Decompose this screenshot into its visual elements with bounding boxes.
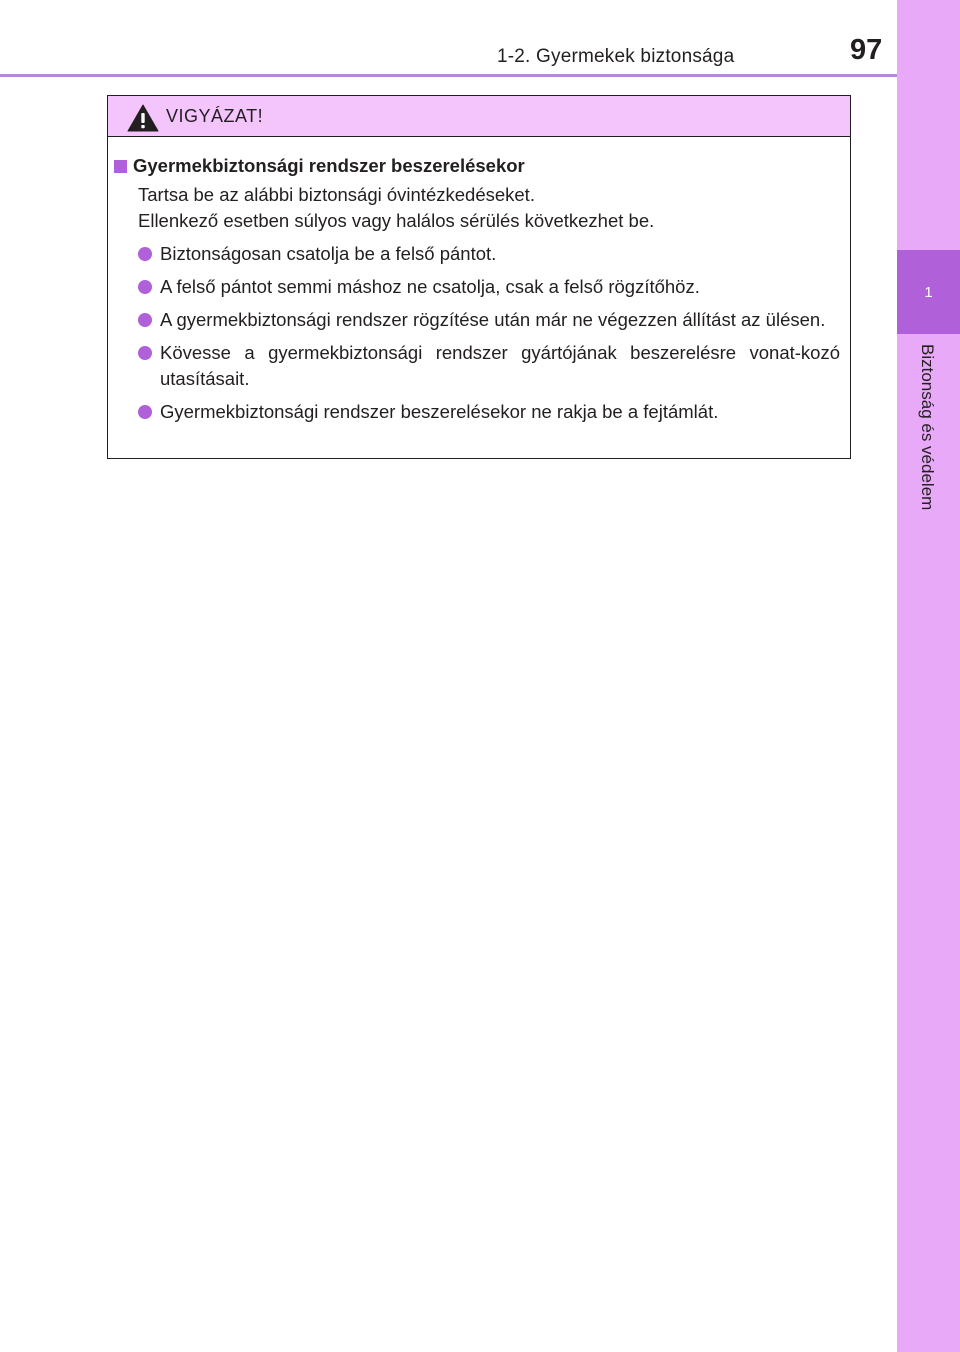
intro-line: Ellenkező esetben súlyos vagy halálos sérülés következhet be. (138, 210, 655, 231)
list-item-text: A felső pántot semmi máshoz ne csatolja, csak a felső rögzítőhöz. (160, 276, 700, 297)
chapter-title: Biztonság és védelem (918, 344, 937, 511)
square-bullet-icon (114, 160, 127, 173)
page-number: 97 (850, 34, 883, 66)
list-item (160, 399, 840, 425)
round-bullet-icon (138, 247, 152, 261)
caution-header (108, 96, 850, 137)
round-bullet-icon (138, 405, 152, 419)
list-item-text: Biztonságosan csatolja be a felső pántot. (160, 243, 497, 264)
caution-body (108, 137, 850, 425)
precaution-list (114, 241, 840, 425)
header-divider (0, 74, 897, 77)
round-bullet-icon (138, 280, 152, 294)
caution-title: VIGYÁZAT! (166, 106, 264, 126)
intro-text (138, 182, 840, 234)
caution-box (107, 95, 851, 459)
subsection-heading-text: Gyermekbiztonsági rendszer beszerelésekor (133, 155, 525, 176)
list-item (160, 274, 840, 300)
list-item-text: A gyermekbiztonsági rendszer rögzítése után már ne végezzen állítást az ülésen. (160, 309, 826, 330)
list-item (160, 340, 840, 392)
list-item (160, 307, 840, 333)
intro-line: Tartsa be az alábbi biztonsági óvintézkedéseket. (138, 184, 535, 205)
list-item-text: Kövesse a gyermekbiztonsági rendszer gyártójának beszerelésre vonat-kozó utasításait. (160, 342, 840, 389)
side-tab-strip (897, 0, 960, 1352)
list-item (160, 241, 840, 267)
subsection-heading (114, 153, 840, 179)
section-title: 1-2. Gyermekek biztonsága (497, 46, 735, 67)
list-item-text: Gyermekbiztonsági rendszer beszerelésekor ne rakja be a fejtámlát. (160, 401, 719, 422)
chapter-number-tab: 1 (897, 250, 960, 334)
round-bullet-icon (138, 346, 152, 360)
warning-triangle-icon (127, 104, 159, 132)
round-bullet-icon (138, 313, 152, 327)
